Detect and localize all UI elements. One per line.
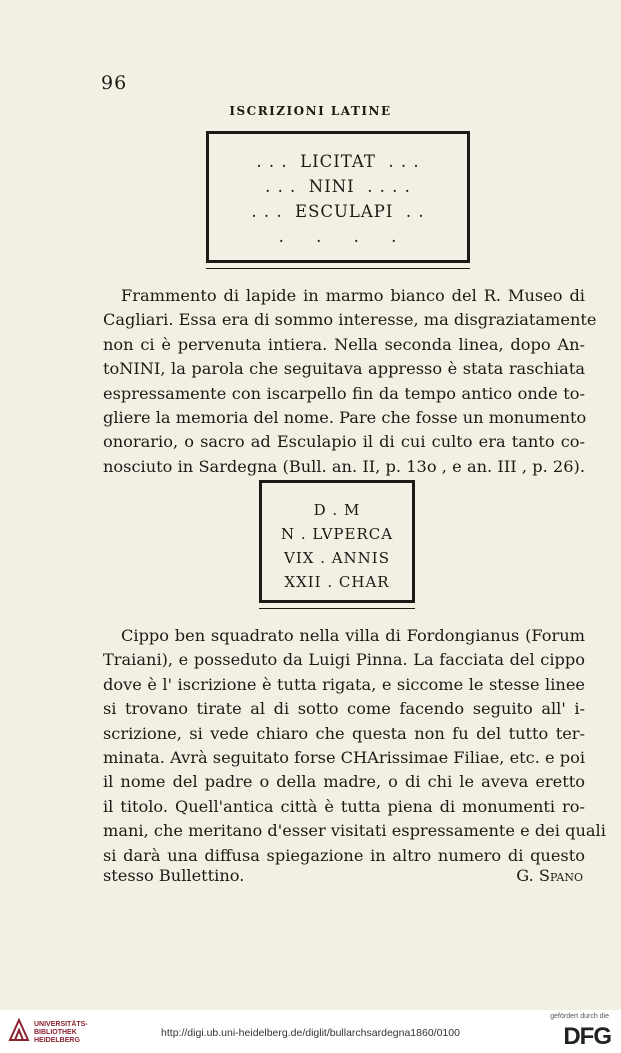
text-line: espressamente con iscarpello fin da tempo antico onde to-	[103, 383, 585, 403]
library-name: UNIVERSITÄTS- BIBLIOTHEK HEIDELBERG	[34, 1021, 88, 1044]
inscription-line: . . . NINI . . . .	[265, 177, 411, 196]
text-line: mani, che meritano d'esser visitati espressamente e dei quali	[103, 821, 606, 841]
inscription-line: XXII . CHAR	[284, 573, 390, 591]
page-header: ISCRIZIONI LATINE	[229, 104, 392, 118]
inscription-line: D . M	[313, 501, 361, 519]
closing-text: stesso Bullettino.	[103, 866, 245, 885]
inscription-line: . . . .	[278, 227, 398, 246]
dfg-logo: DFG	[563, 1023, 611, 1050]
paragraph-2	[103, 624, 606, 868]
rule-line	[206, 268, 470, 269]
closing-line	[103, 866, 585, 885]
text-line: Cippo ben squadrato nella villa di Fordongianus (Forum	[121, 626, 585, 645]
author-signature: G. Spano	[516, 866, 583, 885]
text-line: gliere la memoria del nome. Pare che fosse un monumento	[103, 407, 587, 427]
text-line: toNINI, la parola che seguitava appresso è stata raschiata	[103, 359, 585, 379]
inscription-box-2	[259, 480, 415, 603]
text-line: dove è l' iscrizione è tutta rigata, e siccome le stesse linee	[103, 674, 585, 694]
inscription-box-1	[206, 131, 470, 263]
text-line: nosciuto in Sardegna (Bull. an. II, p. 13o , e an. III , p. 26).	[103, 456, 585, 476]
inscription-line: . . . ESCULAPI . .	[251, 202, 425, 221]
text-line: Frammento di lapide in marmo bianco del R. Museo di	[121, 286, 585, 305]
inscription-line: VIX . ANNIS	[283, 549, 391, 567]
text-line: onorario, o sacro ad Esculapio il di cui culto era tanto co-	[103, 432, 585, 452]
text-line: si trovano tirate al di sotto come facendo seguito all' i-	[103, 699, 585, 719]
funder-note: gefördert durch die	[550, 1013, 609, 1020]
text-line: non ci è pervenuta intiera. Nella seconda linea, dopo An-	[103, 334, 585, 354]
page-number: 96	[101, 72, 128, 94]
text-line: scrizione, si vede chiaro che questa non fu del tutto ter-	[103, 723, 585, 743]
text-line: Traiani), e posseduto da Luigi Pinna. La facciata del cippo	[103, 650, 585, 670]
rule-line	[259, 608, 415, 609]
text-line: il titolo. Quell'antica città è tutta piena di monumenti ro-	[103, 796, 585, 816]
text-line: minata. Avrà seguitato forse CHArissimae Filiae, etc. e poi	[103, 747, 586, 767]
text-line: il nome del padre o della madre, o di chi le aveva eretto	[103, 772, 585, 792]
source-url-link[interactable]: http://digi.ub.uni-heidelberg.de/diglit/bullarchsardegna1860/0100	[161, 1027, 460, 1039]
text-line: Cagliari. Essa era di sommo interesse, ma disgraziatamente	[103, 310, 597, 330]
paragraph-1	[103, 284, 597, 479]
inscription-line: N . LVPERCA	[280, 525, 394, 543]
inscription-line: . . . LICITAT . . .	[256, 152, 420, 171]
viewer-footer	[0, 1010, 621, 1053]
text-line: si darà una diffusa spiegazione in altro numero di questo	[103, 845, 585, 865]
